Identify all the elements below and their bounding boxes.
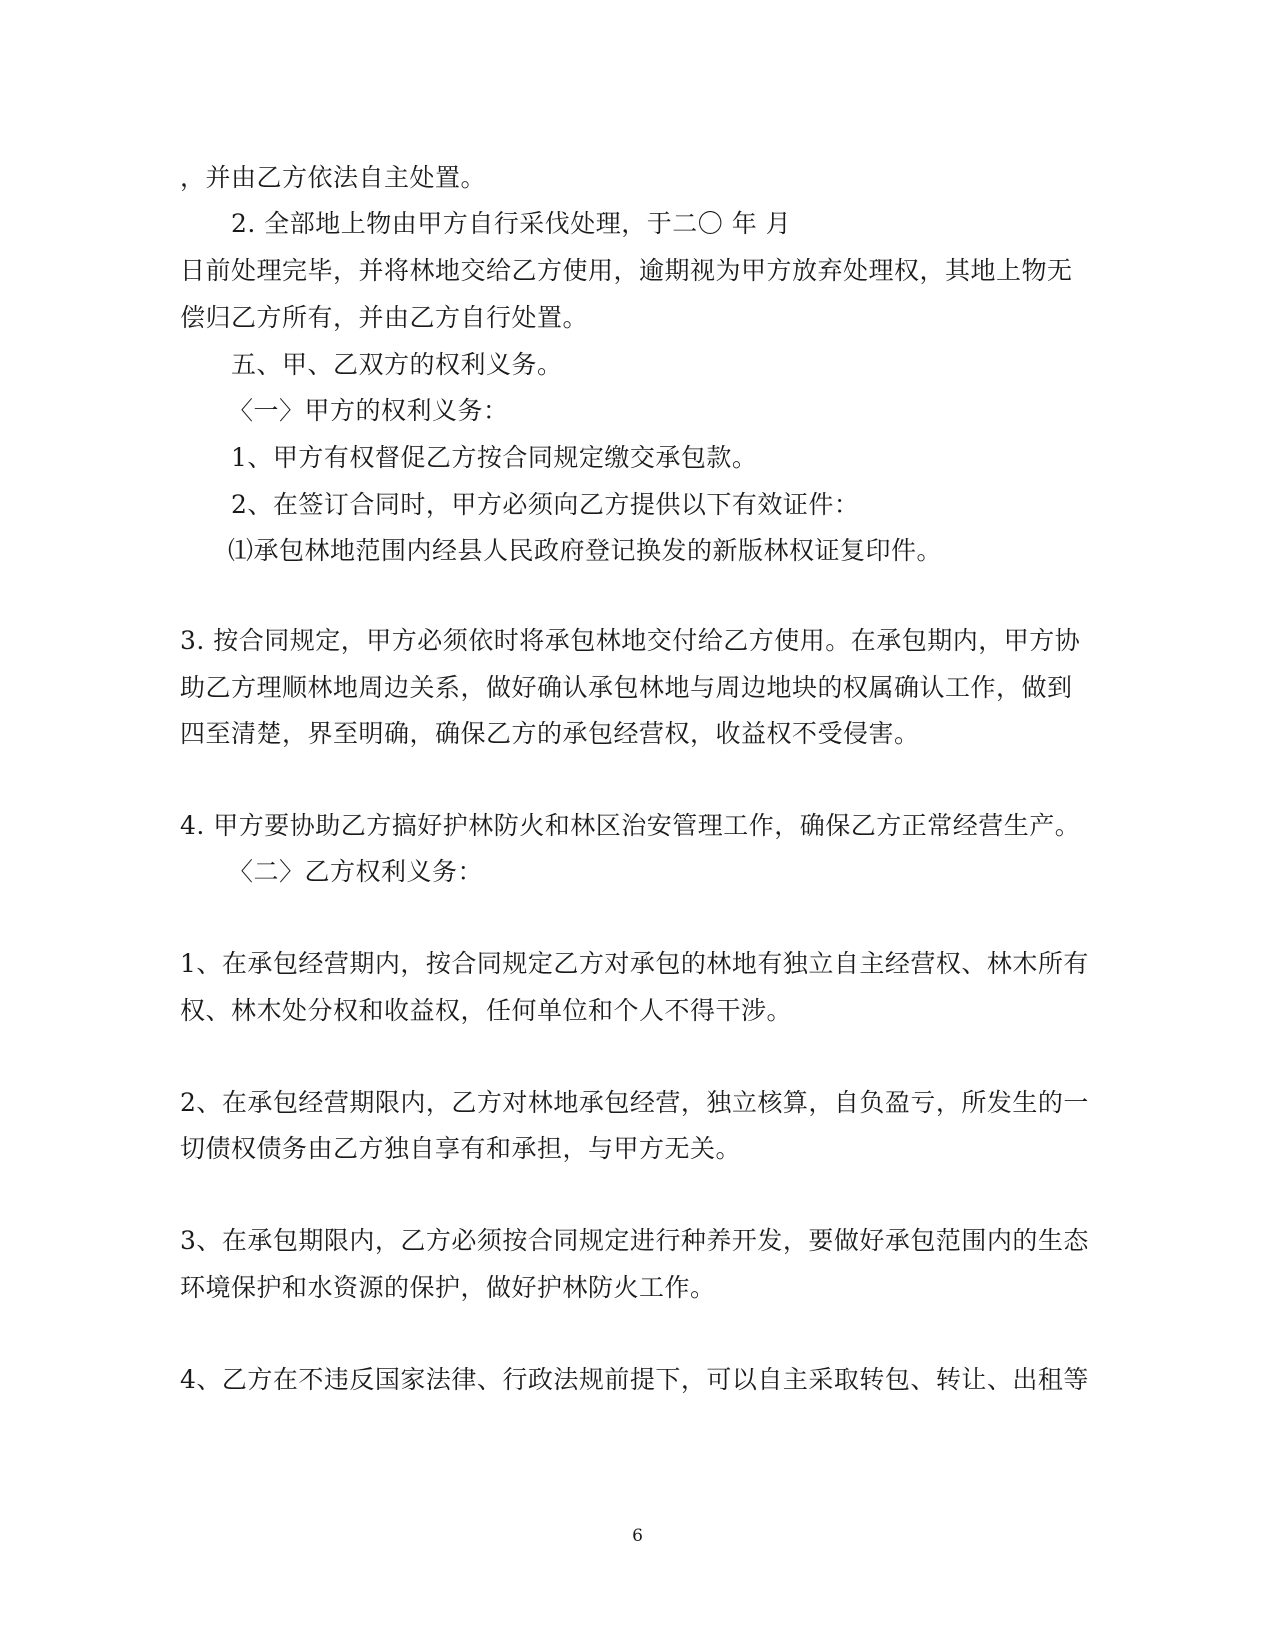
subsection-heading: 〈一〉甲方的权利义务： [228,396,509,425]
paragraph-line: 四至清楚，界至明确，确保乙方的承包经营权，收益权不受侵害。 [180,719,920,748]
paragraph-line: 3、在承包期限内，乙方必须按合同规定进行种养开发，要做好承包范围内的生态 [180,1226,1089,1255]
paragraph-line: ，并由乙方依法自主处置。 [180,163,487,192]
subsection-heading: 〈二〉乙方权利义务： [228,857,484,886]
paragraph-line: 4. 甲方要协助乙方搞好护林防火和林区治安管理工作，确保乙方正常经营生产。 [180,811,1081,840]
paragraph-line: ⑴承包林地范围内经县人民政府登记换发的新版林权证复印件。 [228,536,943,565]
paragraph-line: 4、乙方在不违反国家法律、行政法规前提下，可以自主采取转包、转让、出租等 [180,1365,1089,1394]
paragraph-line: 2、在签订合同时，甲方必须向乙方提供以下有效证件： [231,490,860,519]
page-number: 6 [632,1526,643,1546]
paragraph-line: 1、在承包经营期内，按合同规定乙方对承包的林地有独立自主经营权、林木所有 [180,949,1089,978]
paragraph-line: 切债权债务由乙方独自享有和承担，与甲方无关。 [180,1134,742,1163]
section-heading: 五、甲、乙双方的权利义务。 [231,350,563,379]
paragraph-line: 日前处理完毕，并将林地交给乙方使用，逾期视为甲方放弃处理权，其地上物无 [180,256,1073,285]
paragraph-line: 2、在承包经营期限内，乙方对林地承包经营，独立核算，自负盈亏，所发生的一 [180,1088,1089,1117]
paragraph-line: 助乙方理顺林地周边关系，做好确认承包林地与周边地块的权属确认工作，做到 [180,673,1073,702]
paragraph-line: 环境保护和水资源的保护，做好护林防火工作。 [180,1273,716,1302]
paragraph-line: 1、甲方有权督促乙方按合同规定缴交承包款。 [231,443,758,472]
paragraph-line: 2. 全部地上物由甲方自行采伐处理，于二〇 年 月 [231,209,792,238]
paragraph-line: 权、林木处分权和收益权，任何单位和个人不得干涉。 [180,996,793,1025]
paragraph-line: 3. 按合同规定，甲方必须依时将承包林地交付给乙方使用。在承包期内，甲方协 [180,626,1081,655]
paragraph-line: 偿归乙方所有，并由乙方自行处置。 [180,303,589,332]
